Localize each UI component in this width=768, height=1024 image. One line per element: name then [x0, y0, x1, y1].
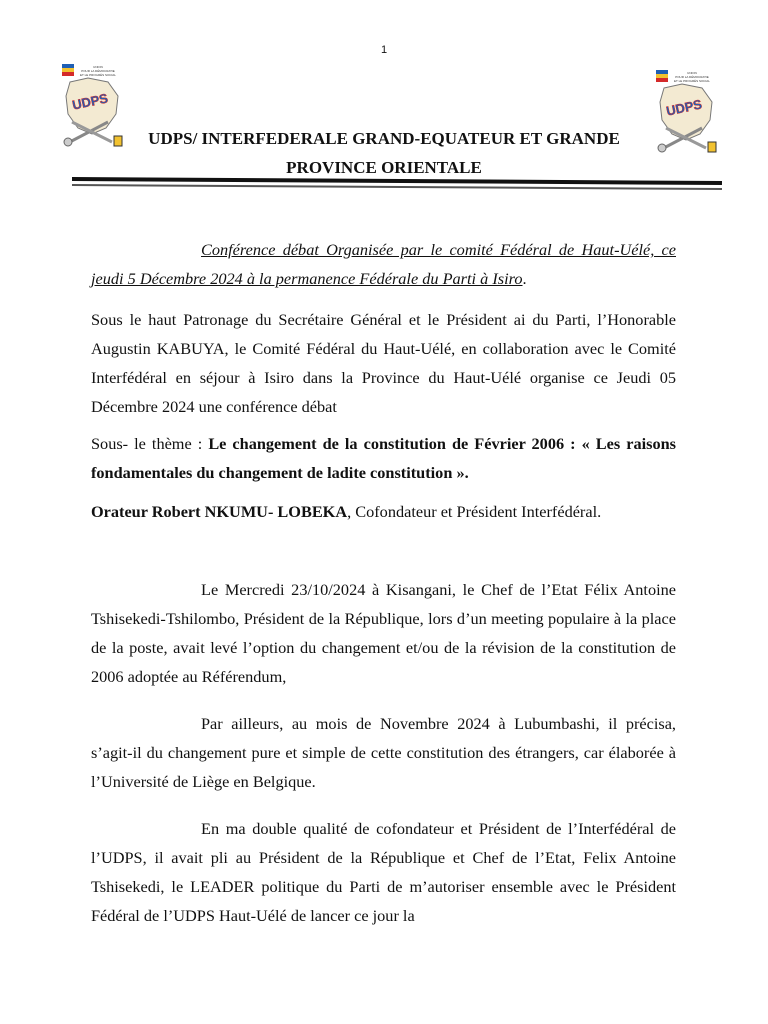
- udps-logo-left: [58, 62, 124, 152]
- mandate-paragraph: En ma double qualité de cofondateur et Président de l’Interfédéral de l’UDPS, il avait pli au Président de la République et Chef de l’Etat, Felix Antoine Tshisekedi, le LEADER politique du Parti de m’autoriser ensemble avec le Président Fédéral de l’UDPS Haut-Uélé de lancer ce jour la: [91, 819, 676, 925]
- document-body: [91, 235, 676, 930]
- logo-caption-3: ET LE PROGRÈS SOCIAL: [80, 73, 116, 77]
- logo-text: UDPS: [664, 96, 704, 119]
- header-title-line-1: UDPS/ INTERFEDERALE GRAND-EQUATEUR ET GRANDE: [148, 129, 620, 148]
- page-number: 1: [380, 44, 388, 56]
- intro-end: .: [522, 269, 527, 288]
- logo-caption-2: POUR LA DÉMOCRATIE: [81, 69, 115, 73]
- header-rule-thin: [72, 184, 722, 189]
- theme-title: Le changement de la constitution de Février 2006 : « Les raisons fondamentales du changement de ladite constitution ».: [91, 434, 676, 482]
- udps-logo-right: [652, 68, 718, 158]
- logo-caption-1: UNION: [687, 71, 697, 75]
- logo-caption-2: POUR LA DÉMOCRATIE: [675, 75, 709, 79]
- document-header: [120, 124, 648, 182]
- theme-paragraph: [91, 429, 676, 487]
- lubumbashi-paragraph: Par ailleurs, au mois de Novembre 2024 à Lubumbashi, il précisa, s’agit-il du changement pure et simple de cette constitution des étrangers, car élaborée à l’Université de Liège en Belgique.: [91, 714, 676, 791]
- intro-paragraph: [91, 235, 676, 293]
- header-title-line-2: PROVINCE ORIENTALE: [286, 158, 482, 177]
- logo-text: UDPS: [70, 90, 110, 113]
- intro-text: Conférence débat Organisée par le comité Fédéral de Haut-Uélé, ce jeudi 5 Décembre 2024 à la permanence Fédérale du Parti à Isiro: [91, 240, 676, 288]
- logo-caption-3: ET LE PROGRÈS SOCIAL: [674, 79, 710, 83]
- kisangani-paragraph: Le Mercredi 23/10/2024 à Kisangani, le Chef de l’Etat Félix Antoine Tshisekedi-Tshilombo, Président de la République, lors d’un meeting populaire à la place de la poste, avait levé l’option du changement et/ou de la révision de la constitution de 2006 adoptée au Référendum,: [91, 580, 676, 686]
- orator-name: Orateur Robert NKUMU- LOBEKA: [91, 502, 348, 521]
- orator-role: , Cofondateur et Président Interfédéral.: [347, 502, 602, 521]
- patronage-paragraph: Sous le haut Patronage du Secrétaire Général et le Président ai du Parti, l’Honorable Augustin KABUYA, le Comité Fédéral du Haut-Uélé, en collaboration avec le Comité Interfédéral en séjour à Isiro dans la Province du Haut-Uélé organise ce Jeudi 05 Décembre 2024 une conférence débat: [91, 310, 676, 416]
- logo-caption-1: UNION: [93, 65, 103, 69]
- orator-paragraph: [91, 497, 676, 526]
- udps-emblem-icon: [652, 68, 718, 158]
- udps-emblem-icon: [58, 62, 124, 152]
- theme-label: Sous- le thème :: [91, 434, 209, 453]
